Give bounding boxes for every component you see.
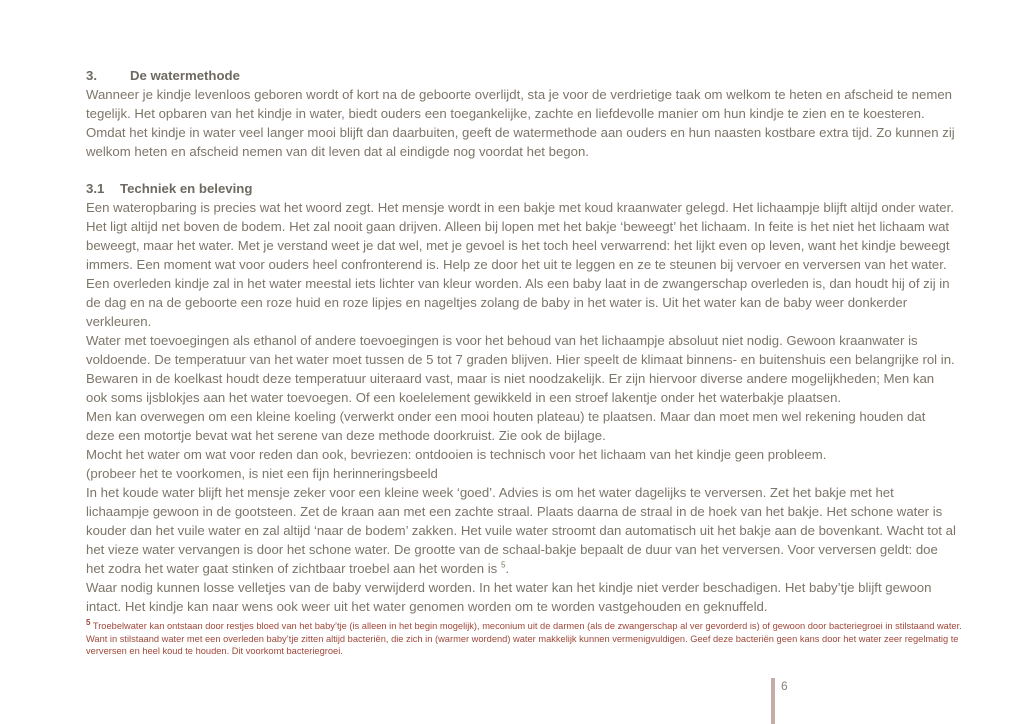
section-number: 3.: [86, 68, 97, 83]
paragraph-voorkomen: (probeer het te voorkomen, is niet een fijn herinneringsbeeld: [86, 466, 438, 481]
footnote-marker: 5: [86, 617, 91, 627]
subsection-number: 3.1: [86, 181, 105, 196]
paragraph-toevoegingen: Water met toevoegingen als ethanol of andere toevoegingen is voor het behoud van het lichaampje absoluut niet nodig. Gewoon kraanwater is voldoende. De temperatuur van het water moet tussen de 5 tot 7 graden blijven. Hier speelt de klimaat binnens- en buitenshuis een belangrijke rol in. Bewaren in de koelkast houdt deze temperatuur uiteraard vast, maar is niet noodzakelijk. Er zijn hiervoor diverse andere mogelijkheden; Men kan ook soms ijsblokjes aan het water toevoegen. Of een koelelement gewikkeld in een stroef lakentje onder het waterbakje plaatsen.: [86, 333, 955, 405]
section-3-paragraph: Wanneer je kindje levenloos geboren wordt of kort na de geboorte overlijdt, sta je voor de verdrietige taak om welkom te heten en afscheid te nemen tegelijk. Het opbaren van het kindje in water, biedt ouders een toegankelijke, zachte en liefdevolle manier om hun kindje te zien en te koesteren. Omdat het kindje in water veel langer mooi blijft dan daarbuiten, geeft de watermethode aan ouders en hun naasten kostbare extra tijd. Zo kunnen zij welkom heten en afscheid nemen van dit leven dat al eindigde nog voordat het begon.: [86, 87, 955, 159]
page-number: 6: [781, 679, 788, 693]
paragraph-verversen: In het koude water blijft het mensje zeker voor een kleine week ‘goed’. Advies is om het water dagelijks te verversen. Zet het bakje met het lichaampje gewoon in de gootsteen. Zet de kraan aan met een zachte straal. Plaats daarna de straal in de hoek van het bakje. Het schone water is kouder dan het vuile water en zal altijd ‘naar de bodem’ zakken. Het vuile water stroomt dan automatisch uit het bakje aan de bovenkant. Wacht tot al het vieze water vervangen is door het schone water. De grootte van de schaal-bakje bepaalt de duur van het verversen. Voor verversen geldt: doe het zodra het water gaat stinken of zichtbaar troebel aan het worden is $^5$.: [86, 485, 956, 576]
section-heading-3: [86, 66, 956, 85]
paragraph-velletjes: Waar nodig kunnen losse velletjes van de baby verwijderd worden. In het water kan het kindje niet verder beschadigen. Het baby’tje blijft gewoon intact. Het kindje kan naar wens ook weer uit het water genomen worden om te worden vastgehouden en geknuffeld.: [86, 580, 932, 614]
page-content: [86, 66, 962, 658]
footnote-text: Troebelwater kan ontstaan door restjes bloed van het baby’tje (is alleen in het begin mogelijk), meconium uit de darmen (als de zwangerschap al ver gevorderd is) of gewoon door bacteriegroei in stilstaand water. Want in stilstaand water met een overleden baby’tje zitten altijd bacteriën, die zich in (warmer wordend) water makkelijk kunnen vermenigvuldigen. Geef deze bacteriën geen kans door het water zeer regelmatig te verversen en heel koud te houden. Dit voorkomt bacteriegroei.: [86, 621, 962, 657]
footnote-reference[interactable]: 5: [500, 560, 506, 570]
section-heading-3-1: [86, 179, 956, 198]
paragraph-wateropbaring: Een wateropbaring is precies wat het woord zegt. Het mensje wordt in een bakje met koud kraanwater gelegd. Het lichaampje blijft altijd onder water. Het ligt altijd net boven de bodem. Het zal nooit gaan drijven. Alleen bij lopen met het bakje ‘beweegt’ het lichaam. In feite is het niet het lichaam wat beweegt, maar het water. Met je verstand weet je dat wel, met je gevoel is het toch heel verwarrend: het lijkt even op leven, want het kindje beweegt immers. Een moment wat voor ouders heel confronterend is. Help ze door het uit te leggen en ze te steunen bij vervoer en verversen van het water. Een overleden kindje zal in het water meestal iets lichter van kleur worden. Als een baby laat in de zwangerschap overleden is, dan houdt hij of zij in de dag en na de geboorte een roze huid en roze lipjes en nageltjes zolang de baby in het water is. Uit het water kan de baby weer donkerder verkleuren.: [86, 200, 954, 329]
page-number-divider: [771, 678, 775, 724]
paragraph-bevriezen: Mocht het water om wat voor reden dan ook, bevriezen: ontdooien is technisch voor het lichaam van het kindje geen probleem.: [86, 447, 827, 462]
paragraph-verversen-text: In het koude water blijft het mensje zeker voor een kleine week ‘goed’. Advies is om het water dagelijks te verversen. Zet het bakje met het lichaampje gewoon in de gootsteen. Zet de kraan aan met een zachte straal. Plaats daarna de straal in de hoek van het bakje. Het schone water is kouder dan het vuile water en zal altijd ‘naar de bodem’ zakken. Het vuile water stroomt dan automatisch uit het bakje aan de bovenkant. Wacht tot al het vieze water vervangen is door het schone water. De grootte van de schaal-bakje bepaalt de duur van het verversen. Voor verversen geldt: doe het zodra het water gaat stinken of zichtbaar troebel aan het worden is: [86, 485, 956, 576]
subsection-title: Techniek en beleving: [120, 181, 253, 196]
paragraph-koeling: Men kan overwegen om een kleine koeling (verwerkt onder een mooi houten plateau) te plaatsen. Maar dan moet men wel rekening houden dat deze een motortje bevat wat het serene van deze methode doorkruist. Zie ook de bijlage.: [86, 409, 926, 443]
footnote: [86, 617, 966, 658]
section-title: De watermethode: [130, 68, 240, 83]
